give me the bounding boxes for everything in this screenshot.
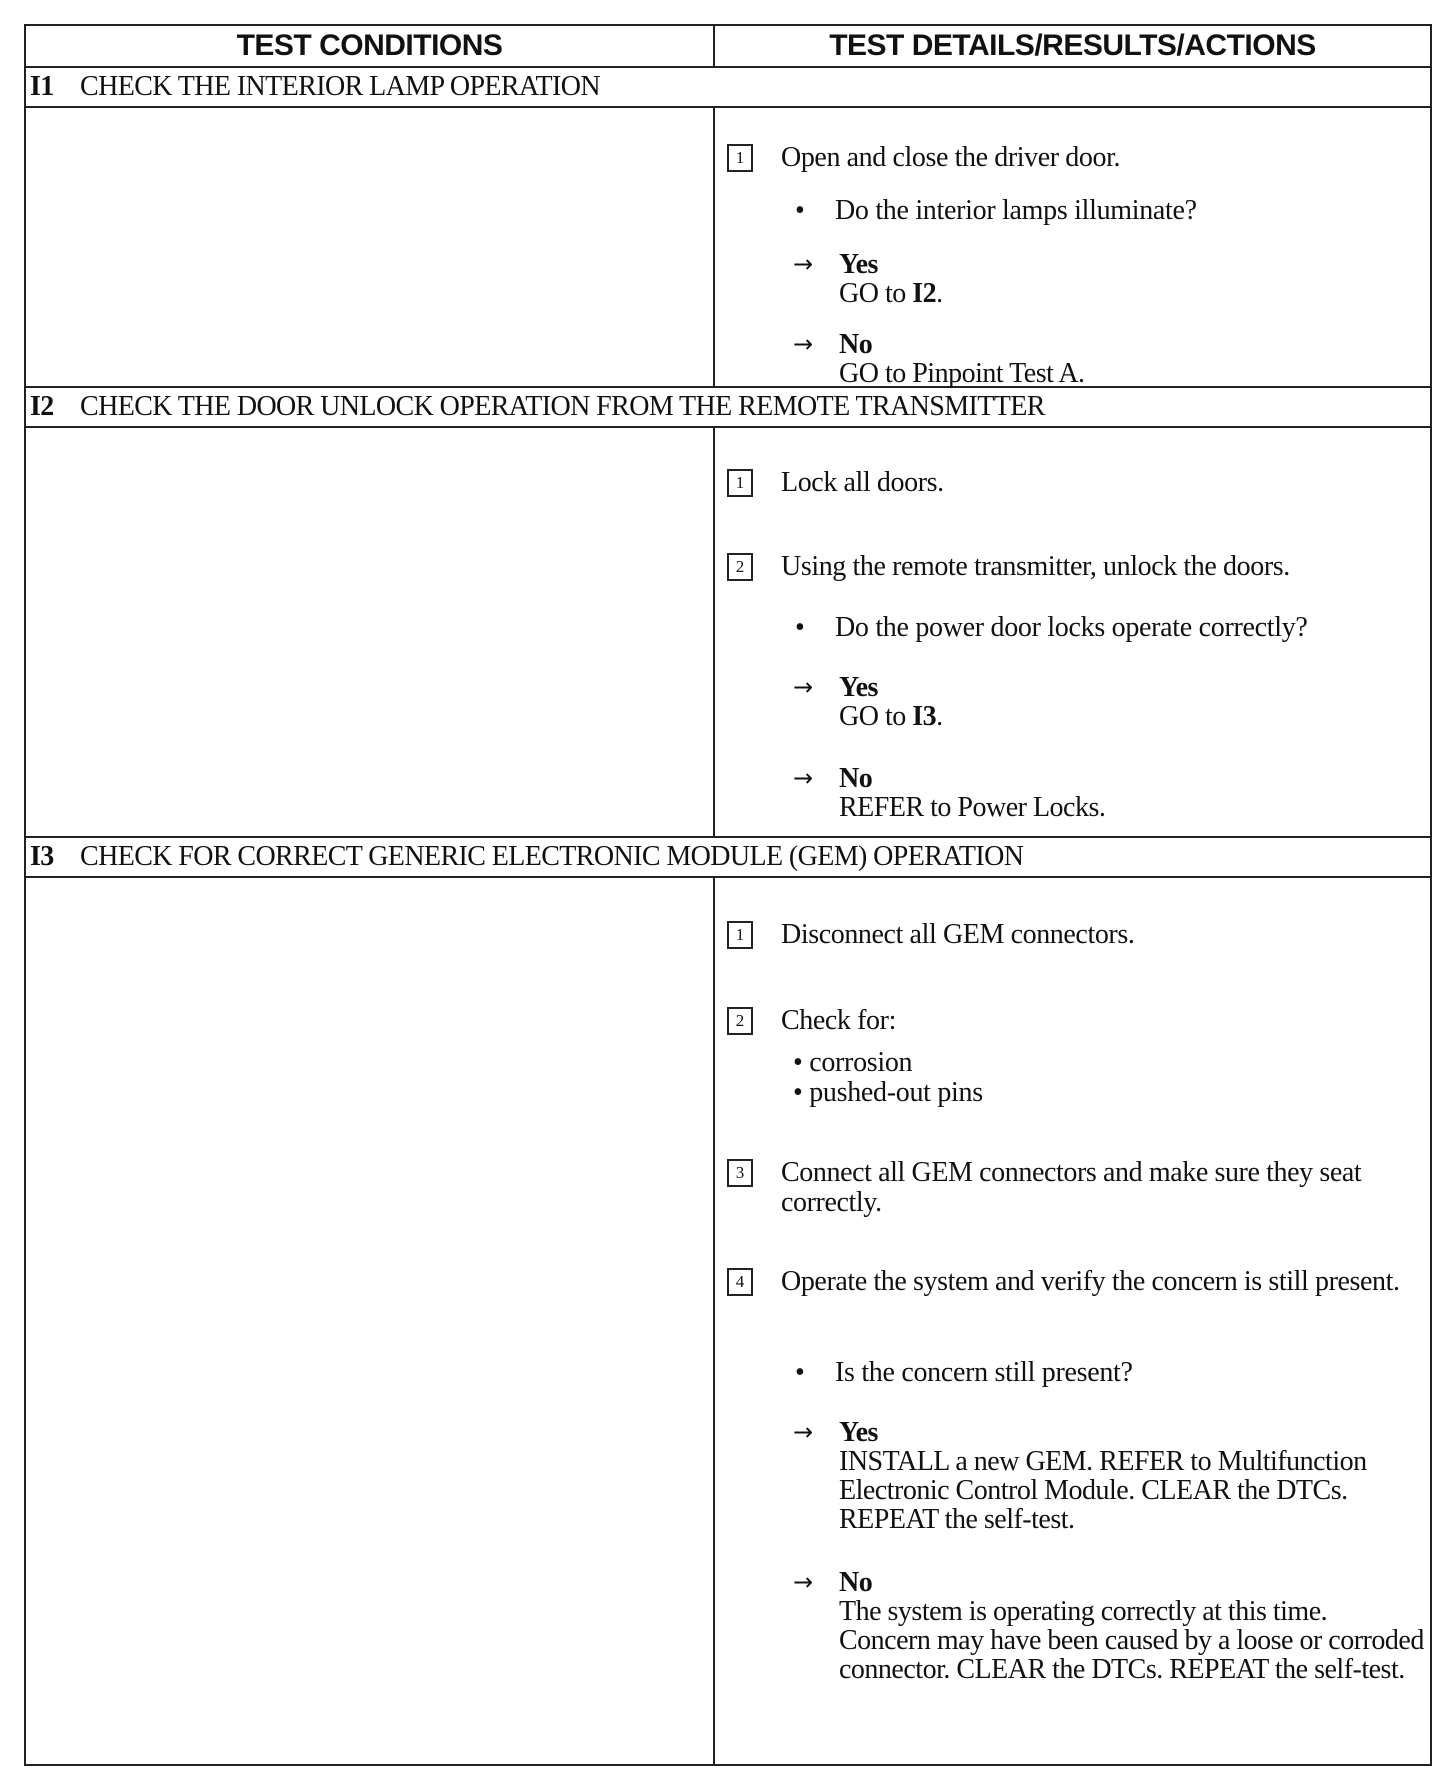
step (727, 552, 1420, 582)
test-details-cell (715, 878, 1430, 1764)
test-conditions-cell (26, 108, 715, 386)
answer-action: GO to Pinpoint Test A. (839, 358, 1085, 389)
answer-no (793, 1568, 1424, 1684)
answer-label: Yes (839, 1417, 878, 1448)
step-text: Check for: (781, 1005, 896, 1036)
step (727, 143, 1420, 173)
section-heading: CHECK THE DOOR UNLOCK OPERATION FROM THE REMOTE TRANSMITTER (80, 391, 1045, 422)
section-title-i3 (26, 838, 1430, 878)
answer-no (793, 330, 1085, 388)
step (727, 1158, 1420, 1218)
step-text: Open and close the driver door. (781, 142, 1121, 173)
section-title-i2 (26, 388, 1430, 428)
answer-yes (793, 1418, 1420, 1534)
step (727, 1267, 1420, 1297)
step-number-box: 3 (727, 1159, 753, 1187)
step-number-box: 1 (727, 921, 753, 949)
list-item: • corrosion (793, 1047, 913, 1078)
arrow-right-icon: → (793, 1568, 814, 1596)
step-number-box: 1 (727, 469, 753, 497)
arrow-right-icon: → (793, 673, 814, 701)
step-number-box: 1 (727, 144, 753, 172)
test-details-cell (715, 428, 1430, 836)
step-text: Connect all GEM connectors and make sure they seat correctly. (781, 1157, 1362, 1218)
step-text: Using the remote transmitter, unlock the doors. (781, 551, 1290, 582)
test-details-cell (715, 108, 1430, 389)
question: • Is the concern still present? (795, 1357, 1133, 1388)
answer-label: No (839, 329, 873, 360)
section-heading: CHECK THE INTERIOR LAMP OPERATION (80, 71, 600, 102)
answer-no (793, 764, 1105, 822)
question: • Do the power door locks operate correctly? (795, 612, 1308, 643)
arrow-right-icon: → (793, 1418, 814, 1446)
step-text: Lock all doors. (781, 467, 944, 498)
arrow-right-icon: → (793, 250, 814, 278)
section-title-i1 (26, 68, 1430, 108)
step-text: Operate the system and verify the concern is still present. (781, 1266, 1400, 1297)
bullet-icon: • (793, 1077, 810, 1108)
step-number-box: 4 (727, 1268, 753, 1296)
answer-action: REFER to Power Locks. (839, 792, 1106, 823)
section-body-i2 (26, 428, 1430, 838)
answer-action: INSTALL a new GEM. REFER to Multifunction Electronic Control Module. CLEAR the DTCs. REPEAT the self-test. (839, 1446, 1367, 1535)
test-conditions-cell (26, 878, 715, 1764)
step-number-box: 2 (727, 553, 753, 581)
answer-action: GO to I2. (839, 278, 943, 309)
answer-action: The system is operating correctly at this time. Concern may have been caused by a loose or corroded connector. CLEAR the DTCs. REPEAT the self-test. (839, 1596, 1424, 1685)
section-heading: CHECK FOR CORRECT GENERIC ELECTRONIC MODULE (GEM) OPERATION (80, 841, 1024, 872)
bullet-icon: • (795, 612, 805, 643)
section-code: I3 (30, 841, 54, 872)
answer-action: GO to I3. (839, 701, 943, 732)
test-table (24, 24, 1432, 1766)
section-body-i1 (26, 108, 1430, 388)
header-test-details: TEST DETAILS/RESULTS/ACTIONS (829, 29, 1316, 62)
section-code: I2 (30, 391, 54, 422)
section-body-i3 (26, 878, 1430, 1764)
step-number-box: 2 (727, 1007, 753, 1035)
step-text: Disconnect all GEM connectors. (781, 919, 1135, 950)
test-conditions-cell (26, 428, 715, 836)
list-item: • pushed-out pins (793, 1077, 983, 1108)
section-code: I1 (30, 71, 54, 102)
bullet-icon: • (795, 195, 805, 226)
step (727, 468, 1420, 498)
header-test-conditions: TEST CONDITIONS (26, 26, 715, 66)
bullet-icon: • (795, 1357, 805, 1388)
arrow-right-icon: → (793, 330, 814, 358)
check-list (793, 1048, 983, 1108)
answer-yes (793, 250, 943, 308)
step (727, 1006, 1420, 1036)
bullet-icon: • (793, 1047, 810, 1078)
question: • Do the interior lamps illuminate? (795, 195, 1197, 226)
step (727, 920, 1420, 950)
answer-label: No (839, 763, 873, 794)
answer-label: No (839, 1567, 873, 1598)
answer-label: Yes (839, 249, 878, 280)
table-header (26, 26, 1430, 68)
answer-yes (793, 673, 943, 731)
answer-label: Yes (839, 672, 878, 703)
arrow-right-icon: → (793, 764, 814, 792)
